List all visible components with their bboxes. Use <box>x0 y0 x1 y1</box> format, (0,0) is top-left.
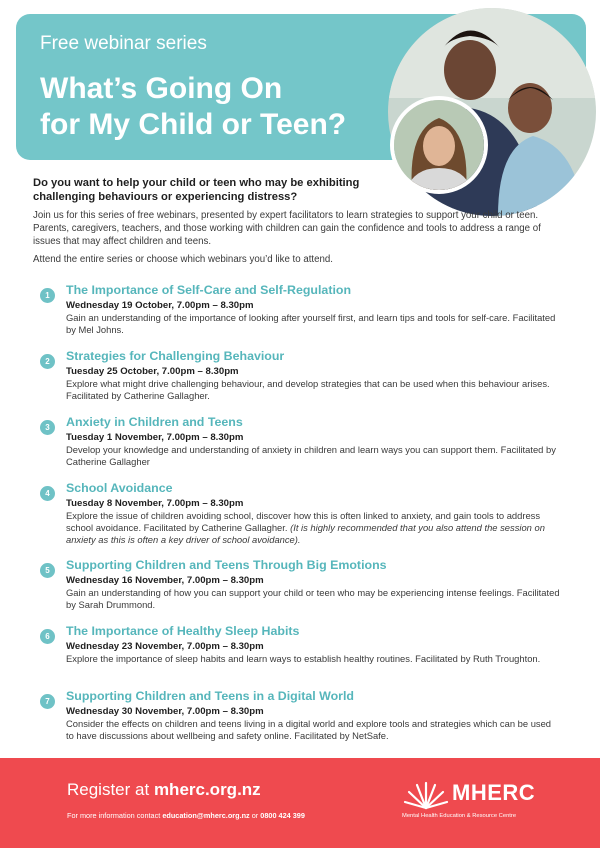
title-line-2: for My Child or Teen? <box>40 108 347 141</box>
contact-or: or <box>249 811 261 820</box>
session-note: (It is highly recommended that you also attend the session on anxiety as this is often a key driver of school avoidance). <box>66 522 545 546</box>
session-description: Explore what might drive challenging behaviour, and develop strategies that can be used when this behaviour arises. Facilitated by Catherine Gallagher. <box>66 378 550 402</box>
session-number: 4 <box>40 486 55 501</box>
mherc-logo <box>402 780 552 828</box>
session-description: Gain an understanding of the importance of looking after yourself first, and learn tips and tools for self-care. Facilitated by Mel Johns. <box>66 312 556 336</box>
session-number: 5 <box>40 563 55 578</box>
session-title: The Importance of Healthy Sleep Habits <box>66 624 300 638</box>
session-date: Wednesday 19 October, 7.00pm – 8.30pm <box>66 300 254 311</box>
series-label: Free webinar series <box>40 33 207 54</box>
session-number: 7 <box>40 694 55 709</box>
logo-subtitle: Mental Health Education & Resource Centre <box>402 813 517 819</box>
attend-text: Attend the entire series or choose which webinars you’d like to attend. <box>33 254 333 265</box>
contact-email[interactable]: education@mherc.org.nz <box>162 811 250 820</box>
intro-text: Join us for this series of free webinars, presented by expert facilitators to learn strategies to support your child or teen. Parents, caregivers, teachers, and those working with children can gain the confidence and tools to address a range of issues that may affect children and teens. <box>33 210 541 247</box>
session-description: Explore the importance of sleep habits and learn ways to establish healthy routines. Facilitated by Ruth Troughton. <box>66 653 541 664</box>
session-description: Consider the effects on children and teens living in a digital world and explore tools and strategies which can be used to have discussions about wellbeing and safety online. Facilitated by NetSafe. <box>66 718 552 742</box>
logo-text: MHERC <box>452 780 536 805</box>
register-prefix: Register at <box>67 780 154 799</box>
fan-logo-icon <box>402 780 450 810</box>
register-text <box>67 780 261 800</box>
session-description-text: Explore the issue of children avoiding school, discover how this is often linked to anxiety, and gain tools to address school avoidance. Facilitated by Catherine Gallagher. <box>66 510 541 534</box>
session-description: Develop your knowledge and understanding of anxiety in children and learn ways you can support them. Facilitated by Catherine Gallagher <box>66 444 556 468</box>
session-title: Supporting Children and Teens Through Big Emotions <box>66 558 387 572</box>
title-line-1: What’s Going On <box>40 72 283 105</box>
session-description: Gain an understanding of how you can support your child or teen who may be experiencing intense feelings. Facilitated by Sarah Drummond. <box>66 587 560 611</box>
session-date: Tuesday 1 November, 7.00pm – 8.30pm <box>66 432 244 443</box>
session-date: Wednesday 16 November, 7.00pm – 8.30pm <box>66 575 264 586</box>
session-number: 6 <box>40 629 55 644</box>
session-date: Wednesday 23 November, 7.00pm – 8.30pm <box>66 641 264 652</box>
session-date: Tuesday 8 November, 7.00pm – 8.30pm <box>66 498 244 509</box>
contact-text <box>67 811 305 820</box>
teen-photo <box>390 96 488 194</box>
contact-phone[interactable]: 0800 424 399 <box>260 811 305 820</box>
register-link[interactable]: mherc.org.nz <box>153 780 261 799</box>
session-title: The Importance of Self-Care and Self-Regulation <box>66 283 352 297</box>
contact-prefix: For more information contact <box>67 811 163 820</box>
session-date: Tuesday 25 October, 7.00pm – 8.30pm <box>66 366 239 377</box>
session-title: Supporting Children and Teens in a Digital World <box>66 689 354 703</box>
session-number: 2 <box>40 354 55 369</box>
session-title: School Avoidance <box>66 481 173 495</box>
session-title: Anxiety in Children and Teens <box>66 415 243 429</box>
session-number: 1 <box>40 288 55 303</box>
session-number: 3 <box>40 420 55 435</box>
session-date: Wednesday 30 November, 7.00pm – 8.30pm <box>66 706 264 717</box>
session-title: Strategies for Challenging Behaviour <box>66 349 285 363</box>
intro-question: Do you want to help your child or teen who may be exhibiting challenging behaviours or experiencing distress? <box>33 177 360 203</box>
session-description <box>66 510 560 547</box>
page-title <box>40 71 420 143</box>
